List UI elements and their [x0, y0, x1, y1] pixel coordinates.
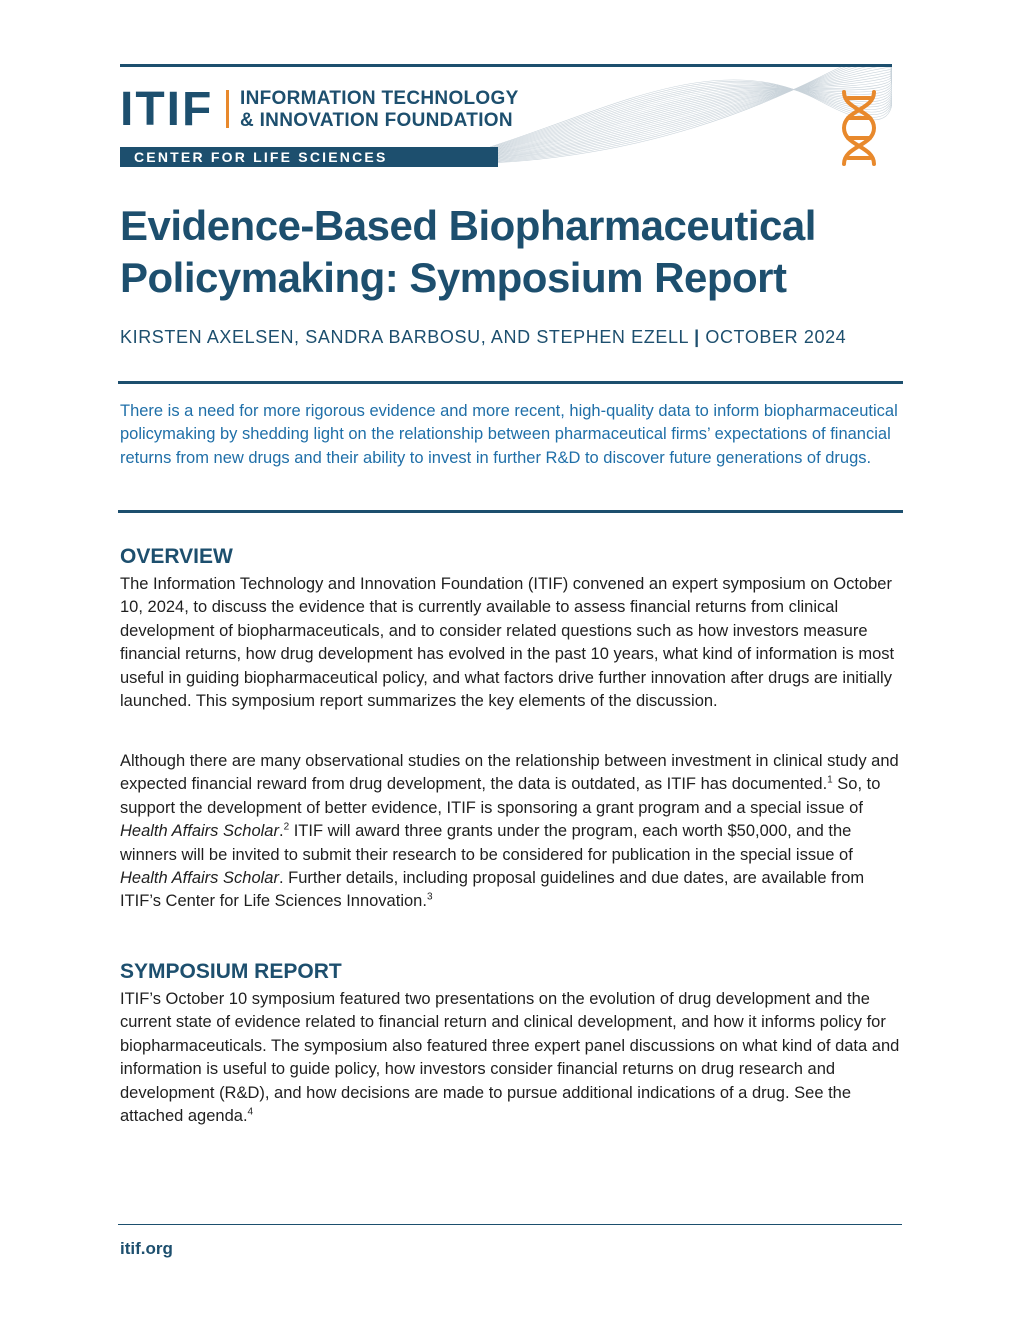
summary-bottom-rule	[118, 510, 903, 513]
wave-line	[490, 69, 892, 158]
organization-name-line2: & INNOVATION FOUNDATION	[240, 110, 513, 131]
journal-name: Health Affairs Scholar	[120, 869, 279, 888]
footnote-2[interactable]: 2	[283, 821, 290, 833]
footnote-4[interactable]: 4	[247, 1106, 254, 1118]
report-title-line1: Evidence-Based Biopharmaceutical	[120, 202, 816, 249]
decorative-wave-lines	[490, 67, 892, 167]
overview-paragraph-2	[120, 750, 902, 914]
symposium-heading: SYMPOSIUM REPORT	[120, 960, 342, 983]
footer-rule	[118, 1224, 902, 1225]
center-banner	[120, 147, 498, 183]
report-title	[120, 200, 900, 304]
wave-line	[490, 67, 892, 160]
overview-paragraph-1: The Information Technology and Innovation Foundation (ITIF) convened an expert symposium on October 10, 2024, to discuss the evidence that is currently available to assess financial returns from clinical development of biopharmaceuticals, and to consider related questions such as how investors measure financial returns, how drug development has evolved in the past 10 years, what kind of information is most useful in guiding biopharmaceutical policy, and what factors drive further innovation after drugs are initially launched. This symposium report summarizes the key elements of the discussion.	[120, 575, 895, 711]
center-name: CENTER FOR LIFE SCIENCES INNOVATION	[134, 149, 388, 183]
wave-line	[490, 72, 892, 147]
footnote-3[interactable]: 3	[426, 891, 433, 903]
dna-helix-icon	[836, 88, 882, 168]
overview-p2-text-d: ITIF will award three grants under the program, each worth $50,000, and the winners will be invited to submit their research to be considered for publication in the special issue of	[120, 822, 853, 864]
itif-logo: ITIF	[120, 83, 214, 136]
byline-separator: |	[694, 327, 700, 347]
organization-name-line1: INFORMATION TECHNOLOGY	[240, 88, 519, 109]
logo-divider	[226, 90, 229, 128]
overview-p2-text-c: .	[278, 822, 284, 841]
authors: KIRSTEN AXELSEN, SANDRA BARBOSU, AND STEPHEN EZELL	[120, 327, 689, 347]
publication-date: OCTOBER 2024	[705, 327, 847, 347]
symposium-p1-text: ITIF’s October 10 symposium featured two presentations on the evolution of drug development and the current state of evidence related to financial return and clinical development, and how it informs policy for biopharmaceuticals. The symposium also featured three expert panel discussions on what kind of data and information is useful to guide policy, how investors consider financial returns on drug research and development (R&D), and how decisions are made to pursue additional indications of a drug. See the attached agenda.	[120, 990, 900, 1126]
organization-name	[240, 88, 519, 132]
summary-top-rule	[118, 381, 903, 384]
summary-text: There is a need for more rigorous evidence and more recent, high-quality data to inform biopharmaceutical policymaking by shedding light on the relationship between pharmaceutical firms’ expectations of financial returns from new drugs and their ability to invest in further R&D to discover future generations of drugs.	[120, 402, 898, 467]
footnote-1[interactable]: 1	[827, 774, 833, 786]
byline	[120, 326, 900, 348]
report-title-line2: Policymaking: Symposium Report	[120, 254, 787, 301]
wave-line	[490, 72, 892, 149]
overview-p2-text-e: . Further details, including proposal guidelines and due dates, are available from ITIF’s Center for Life Sciences Innovation.	[120, 869, 865, 911]
symposium-paragraph-1	[120, 988, 902, 1128]
website-link[interactable]: itif.org	[120, 1239, 173, 1258]
journal-name: Health Affairs Scholar	[120, 822, 279, 841]
overview-p2-text-b: So, to support the development of better evidence, ITIF is sponsoring a grant program and a special issue of	[120, 775, 881, 817]
overview-p2-text-a: Although there are many observational studies on the relationship between investment in clinical study and expected financial reward from drug development, the data is outdated, as ITIF has documented.	[120, 752, 899, 794]
overview-heading: OVERVIEW	[120, 545, 233, 568]
